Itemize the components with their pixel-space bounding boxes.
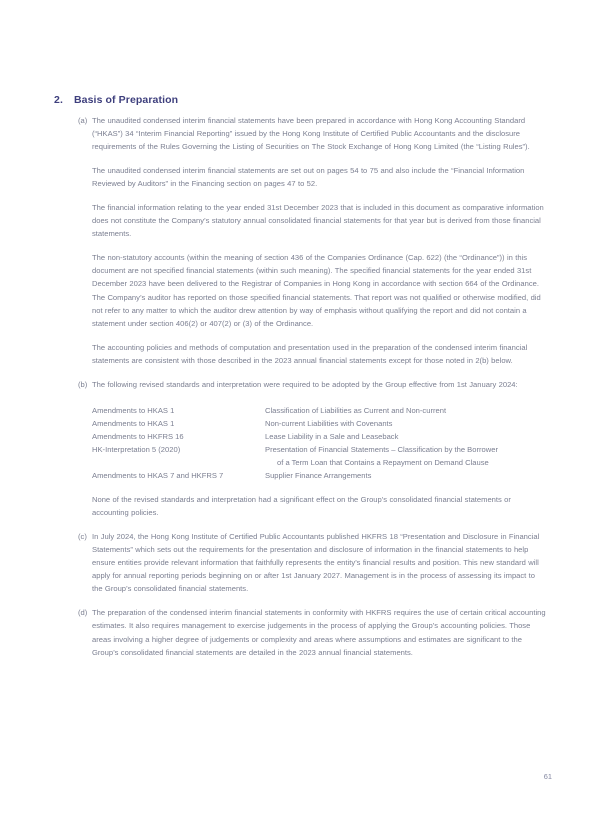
paragraph: The preparation of the condensed interim financial statements in conformity with HKFRS requires the use of certain critical accounting estimates. It also requires management to exercise judgements in the process of applying the Group’s accounting policies. Those areas involving a higher degree of judgements or complexity and areas where assumptions and estimates are significant to the Group’s consolidated financial statements are detailed in the 2023 annual financial statements. [92,608,546,657]
section-number: 2. [54,94,63,106]
table-row [92,430,546,443]
paragraph: The accounting policies and methods of computation and presentation used in the preparation of the condensed interim financial statements are consistent with those described in the 2023 annual financial statements except for those noted in 2(b) below. [92,342,528,365]
table-row [92,417,546,430]
clause-b-body [92,378,546,519]
paragraph: The non-statutory accounts (within the meaning of section 436 of the Companies Ordinance (Cap. 622) (the “Ordinance”)) in this document are not specified financial statements (within such meaning). The specified financial statements for the year ended 31st December 2023 have been delivered to the Registrar of Companies in Hong Kong in accordance with section 664 of the Ordinance. The Company’s auditor has reported on those specified financial statements. That report was not qualified or otherwise modified, did not refer to any matter to which the auditor drew attention by way of emphasis without qualifying the report and did not contain a statement under section 406(2) or 407(2) or (3) of the Ordinance. [92,253,541,328]
table-row [92,469,546,482]
standard-description: Classification of Liabilities as Current and Non-current [265,405,447,415]
paragraph: The unaudited condensed interim financial statements have been prepared in accordance with Hong Kong Accounting Standard (“HKAS”) 34 “Interim Financial Reporting” issued by the Hong Kong Institute of Certified Public Accountants and the disclosure requirements of the Rules Governing the Listing of Securities on The Stock Exchange of Hong Kong Limited (the “Listing Rules”). [92,116,530,152]
standards-table [92,404,546,482]
clause-a-marker: (a) [78,116,88,125]
standard-reference: HK-Interpretation 5 (2020) [92,444,181,454]
body-column [78,114,546,670]
standard-description: Non-current Liabilities with Covenants [265,418,393,428]
standard-description: Lease Liability in a Sale and Leaseback [265,431,399,441]
standard-description [265,443,546,469]
section-title: Basis of Preparation [74,94,179,106]
standard-reference: Amendments to HKAS 1 [92,405,175,415]
page-number: 61 [543,772,552,781]
standard-reference: Amendments to HKAS 1 [92,418,175,428]
table-row [92,404,546,417]
clause-d-marker: (d) [78,608,88,618]
clause-b-closing: None of the revised standards and interpretation had a significant effect on the Group’s consolidated financial statements or accounting policies. [92,495,511,518]
paragraph: The financial information relating to the year ended 31st December 2023 that is included in this document as comparative information does not constitute the Company’s statutory annual consolidated financial statements for that year but is derived from those financial statements. [92,203,544,239]
standard-reference: Amendments to HKFRS 16 [92,431,184,441]
clause-c-body [92,530,546,595]
standard-reference: Amendments to HKAS 7 and HKFRS 7 [92,471,224,481]
standard-description-text: Presentation of Financial Statements – Classification by the Borrower [265,444,498,454]
clause-d [78,606,546,658]
clause-b-intro: The following revised standards and interpretation were required to be adopted by the Group effective from 1st January 2024: [92,379,518,389]
table-row [92,443,546,469]
standard-description: Supplier Finance Arrangements [265,471,372,481]
clause-b [78,378,546,519]
clause-a [78,114,546,367]
clause-b-marker: (b) [78,379,88,389]
section-heading [54,94,554,106]
clause-c-marker: (c) [78,532,87,542]
paragraph: The unaudited condensed interim financial statements are set out on pages 54 to 75 and also include the “Financial Information Reviewed by Auditors” in the Financing section on pages 47 to 52. [92,166,525,189]
clause-a-body [92,114,546,367]
clause-d-body [92,606,546,658]
clause-c [78,530,546,595]
paragraph: In July 2024, the Hong Kong Institute of Certified Public Accountants published HKFRS 18 “Presentation and Disclosure in Financial Statements” which sets out the requirements for the presentation and disclosure of information in the financial statements to help ensure entities provide relevant information that faithfully represents the entity’s financial results and position. This new standard will apply for annual reporting periods beginning on or after 1st January 2027. Management is in the process of assessing its impact to the Group’s consolidated financial statements. [92,532,540,594]
standard-description-continued: of a Term Loan that Contains a Repayment on Demand Clause [277,457,489,467]
